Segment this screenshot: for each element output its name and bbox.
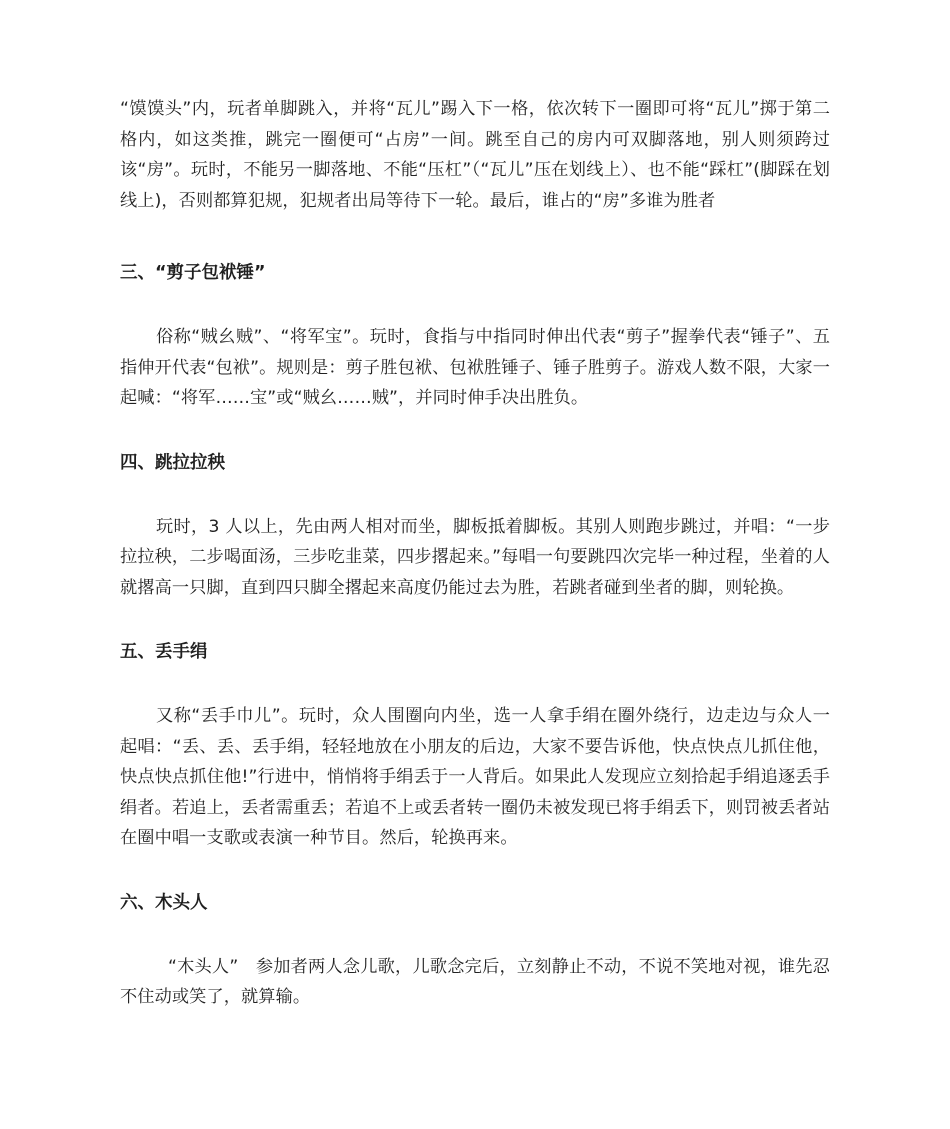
section-heading-jianzi: 三、“剪子包袱锤” bbox=[120, 263, 266, 283]
section-heading-mutouren: 六、木头人 bbox=[120, 892, 208, 913]
section-heading-tiaolalayang: 四、跳拉拉秧 bbox=[120, 452, 225, 473]
section-body-jianzi: 俗称“贼幺贼”、“将军宝”。玩时，食指与中指同时伸出代表“剪子”握拳代表“锤子”、五指伸开代表“包袱”。规则是：剪子胜包袱、包袱胜锤子、锤子胜剪子。游戏人数不限，大家一起喊：“将军……宝”或“贼幺……贼”，并同时伸手决出胜负。 bbox=[120, 327, 830, 408]
section-body-mutouren: “木头人” 参加者两人念儿歌，儿歌念完后，立刻静止不动，不说不笑地对视，谁先忍不住动或笑了，就算输。 bbox=[120, 956, 830, 1007]
section-body-diushoujuan: 又称“丢手巾儿”。玩时，众人围圈向内坐，选一人拿手绢在圈外绕行，边走边与众人一起唱：“丢、丢、丢手绢，轻轻地放在小朋友的后边，大家不要告诉他，快点快点儿抓住他，快点快点抓住他!”行进中，悄悄将手绢丢于一人背后。如果此人发现应立刻拾起手绢追逐丢手绢者。若追上，丢者需重丢；若追不上或丢者转一圈仍未被发现已将手绢丢下，则罚被丢者站在圈中唱一支歌或表演一种节目。然后，轮换再来。 bbox=[120, 706, 830, 848]
intro-paragraph: “馍馍头”内，玩者单脚跳入，并将“瓦儿”踢入下一格，依次转下一圈即可将“瓦儿”掷于第二格内，如这类推，跳完一圈便可“占房”一间。跳至自己的房内可双脚落地，别人则须跨过该“房”。玩时，不能另一脚落地、不能“压杠”（“瓦儿”压在划线上）、也不能“踩杠”(脚踩在划线上)，否则都算犯规，犯规者出局等待下一轮。最后，谁占的“房”多谁为胜者 bbox=[120, 99, 830, 211]
section-body-tiaolalayang: 玩时，3 人以上，先由两人相对而坐，脚板抵着脚板。其别人则跑步跳过，并唱：“一步拉拉秧，二步喝面汤，三步吃韭菜，四步撂起来。”每唱一句要跳四次完毕一种过程，坐着的人就撂高一只脚，直到四只脚全撂起来高度仍能过去为胜，若跳者碰到坐者的脚，则轮换。 bbox=[120, 516, 830, 598]
document-page bbox=[120, 94, 830, 1013]
section-heading-diushoujuan: 五、丢手绢 bbox=[120, 642, 208, 662]
